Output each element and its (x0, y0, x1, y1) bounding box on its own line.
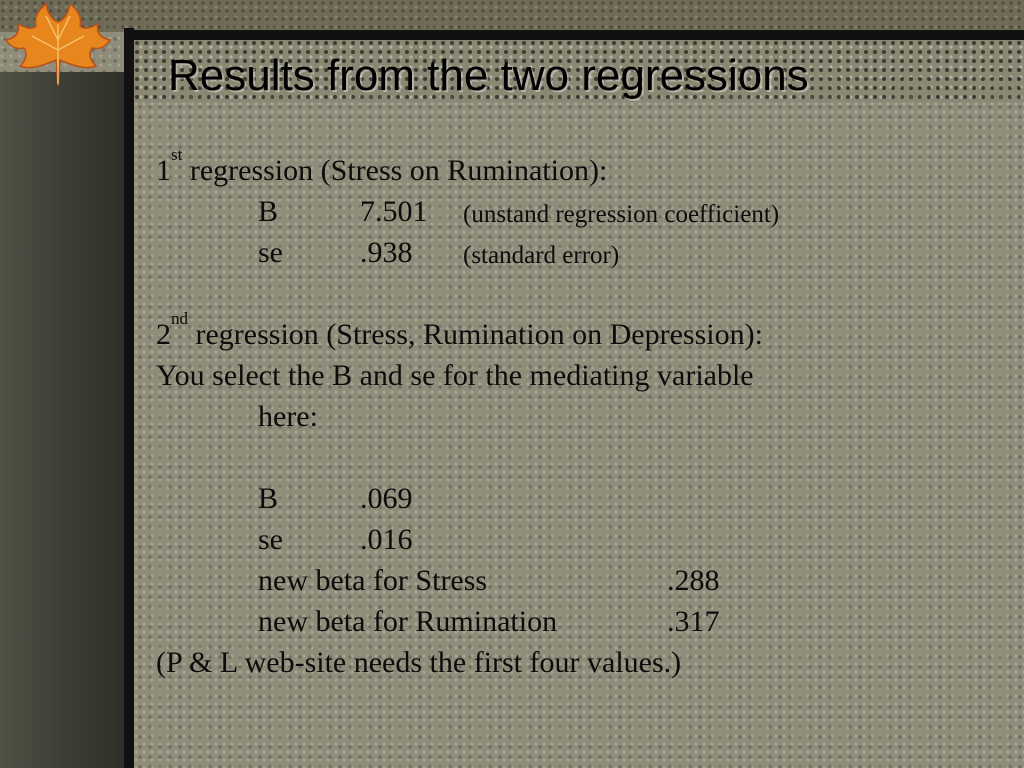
row-note: (unstand regression coefficient) (463, 201, 780, 228)
ordinal-number: 2 (156, 318, 171, 351)
slide-body (156, 145, 1016, 683)
beta-value: .317 (667, 605, 720, 638)
top-texture-band (0, 0, 1024, 32)
ordinal-number: 1 (156, 154, 171, 187)
row-value: .069 (360, 482, 413, 515)
second-regression-row (156, 519, 1016, 560)
row-label: B (258, 195, 279, 228)
ordinal-suffix: nd (171, 309, 188, 328)
second-regression-heading (156, 309, 1016, 355)
horizontal-divider (124, 30, 1024, 40)
beta-value: .288 (667, 564, 720, 597)
first-regression-row (156, 191, 1016, 232)
slide-title: Results from the two regressions (168, 51, 809, 100)
footer-note: (P & L web-site needs the first four values.) (156, 646, 682, 679)
beta-label: new beta for Rumination (258, 605, 558, 638)
first-regression-heading (156, 145, 1016, 191)
row-label: se (258, 236, 283, 269)
row-value: .938 (360, 236, 413, 269)
maple-leaf-icon (2, 0, 114, 90)
heading-text: regression (Stress on Rumination): (182, 154, 608, 187)
first-regression-row (156, 232, 1016, 273)
second-regression-row (156, 478, 1016, 519)
instruction-line (156, 396, 1016, 437)
vertical-divider (124, 28, 134, 768)
beta-row (156, 601, 1016, 642)
row-value: 7.501 (360, 195, 428, 228)
row-value: .016 (360, 523, 413, 556)
heading-text: regression (Stress, Rumination on Depression): (188, 318, 763, 351)
instruction-continuation: here: (258, 400, 318, 433)
row-note: (standard error) (463, 242, 620, 269)
beta-row (156, 560, 1016, 601)
instruction-line: You select the B and se for the mediating variable (156, 359, 754, 392)
row-label: se (258, 523, 283, 556)
left-panel (0, 72, 128, 768)
row-label: B (258, 482, 279, 515)
beta-label: new beta for Stress (258, 564, 488, 597)
ordinal-suffix: st (171, 145, 183, 164)
